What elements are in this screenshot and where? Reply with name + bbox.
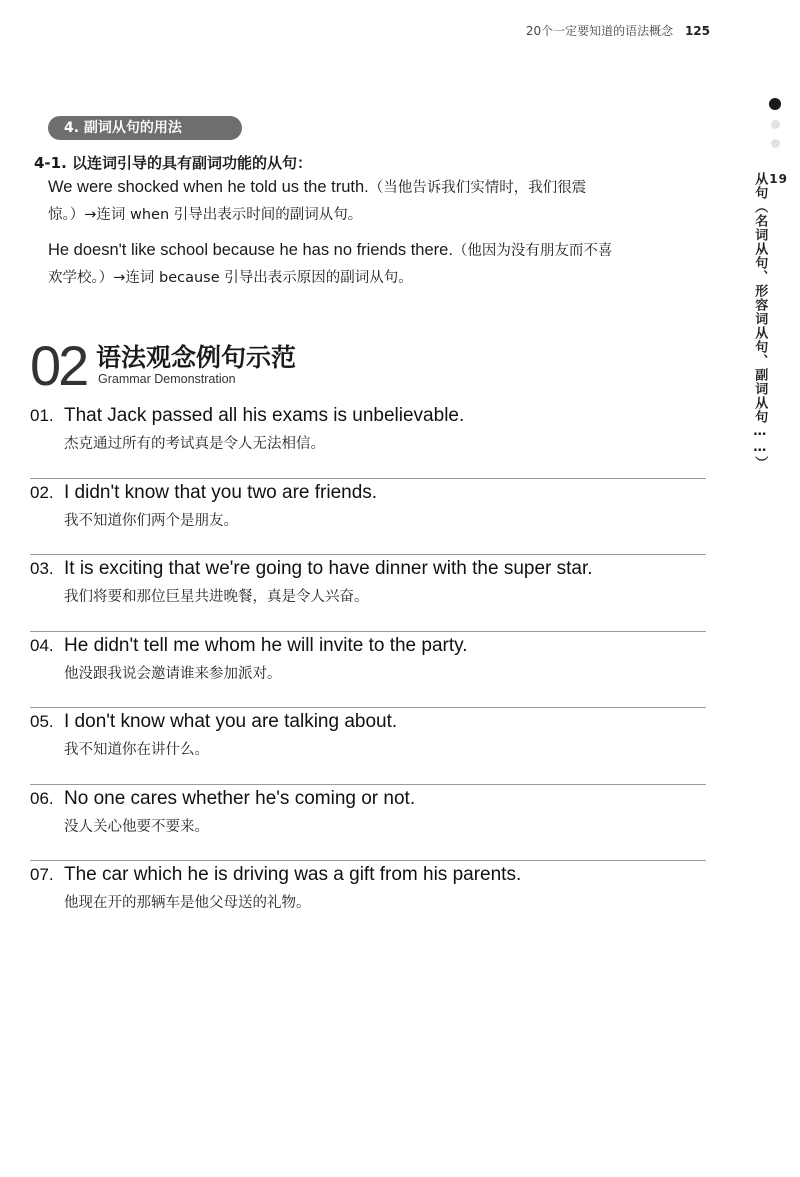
item-zh: 他没跟我说会邀请谁来参加派对。 [64, 665, 282, 682]
example-zh: （当他告诉我们实情时，我们很震 [368, 180, 587, 196]
item-zh: 我不知道你在讲什么。 [64, 742, 209, 758]
demo-title-zh: 语法观念例句示范 [96, 343, 297, 372]
dot-inactive-icon [771, 139, 780, 148]
item-en: I didn't know that you two are friends. [64, 481, 378, 503]
item-number: 07. [30, 865, 54, 884]
page-number: 125 [684, 24, 710, 38]
example-paragraph [48, 237, 718, 291]
dot-active-icon [769, 98, 781, 110]
demo-title-en: Grammar Demonstration [98, 372, 236, 386]
example-zh: （他因为没有朋友而不喜 [452, 243, 613, 259]
item-number: 04. [30, 635, 54, 655]
list-item [30, 785, 706, 862]
list-item [30, 632, 706, 709]
item-number: 05. [30, 712, 54, 731]
list-item [30, 402, 706, 479]
chapter-title: 从句（名词从句、形容词从句、副词从句……） [752, 172, 768, 470]
section-pill: 4. 副词从句的用法 [48, 116, 242, 140]
chapter-number: 19 [769, 172, 788, 186]
item-zh: 我不知道你们两个是朋友。 [64, 512, 238, 529]
chapter-side-tab [752, 172, 788, 470]
item-number: 03. [30, 559, 54, 578]
item-en: He didn't tell me whom he will invite to the party. [64, 634, 468, 656]
example-en: He doesn't like school because he has no friends there. [48, 241, 453, 259]
example-zh: 欢学校。）→连词 because 引导出表示原因的副词从句。 [48, 270, 413, 286]
item-zh: 他现在开的那辆车是他父母送的礼物。 [64, 895, 311, 911]
list-item [30, 479, 706, 556]
item-number: 01. [30, 406, 54, 425]
list-item [30, 708, 706, 785]
item-en: It is exciting that we're going to have dinner with the super star. [64, 558, 593, 579]
dot-inactive-icon [771, 120, 780, 129]
item-zh: 我们将要和那位巨星共进晚餐，真是令人兴奋。 [64, 589, 369, 605]
example-zh: 惊。）→连词 when 引导出表示时间的副词从句。 [48, 207, 363, 223]
item-en: That Jack passed all his exams is unbelievable. [64, 405, 465, 426]
item-zh: 没人关心他要不要来。 [64, 818, 209, 835]
list-item [30, 861, 706, 938]
item-number: 06. [30, 788, 54, 808]
list-item [30, 555, 706, 632]
sub-heading: 4-1. 以连词引导的具有副词功能的从句： [34, 154, 313, 172]
item-zh: 杰克通过所有的考试真是令人无法相信。 [64, 436, 325, 452]
item-en: I don't know what you are talking about. [64, 711, 398, 732]
item-en: No one cares whether he's coming or not. [64, 787, 416, 809]
page-header [470, 22, 710, 39]
example-en: We were shocked when he told us the truth. [48, 178, 369, 196]
running-title: 20个一定要知道的语法概念 [525, 24, 674, 38]
example-paragraph [48, 174, 718, 228]
chapter-progress-dots [766, 98, 784, 158]
item-number: 02. [30, 482, 54, 502]
demo-number: 02 [30, 334, 87, 397]
demo-example-list [30, 402, 706, 938]
item-en: The car which he is driving was a gift from his parents. [64, 864, 522, 885]
